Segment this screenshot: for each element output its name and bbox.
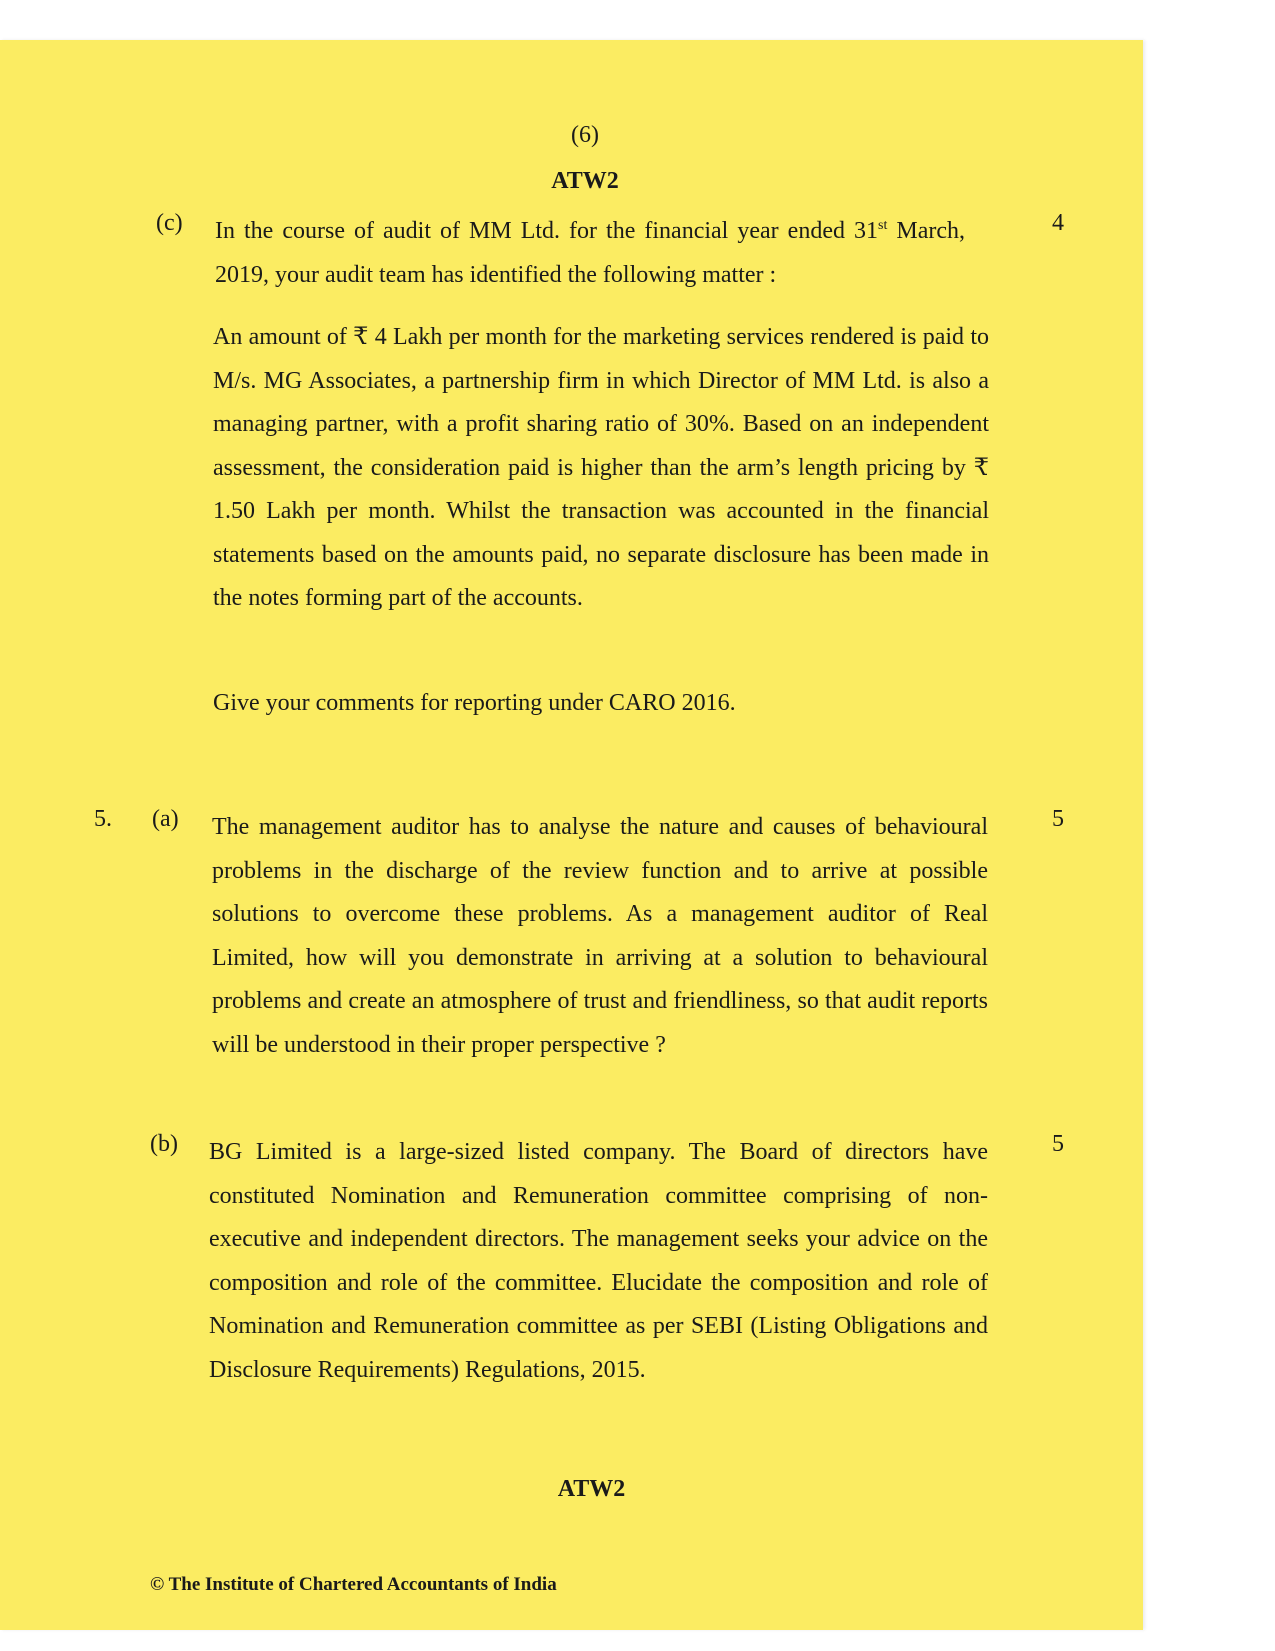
copyright-notice: © The Institute of Chartered Accountants of India [150, 1574, 557, 1595]
question-label-4c: (c) [156, 210, 183, 236]
page-number: (6) [571, 122, 599, 148]
marks-5a: 5 [1052, 806, 1064, 832]
question-label-5b: (b) [150, 1131, 178, 1157]
question-4c-matter: An amount of ₹ 4 Lakh per month for the marketing services rendered is paid to M/s. MG Associates, a partnership firm in which Director of MM Ltd. is also a managing partner, with a profit sharing ratio of 30%. Based on an independent assessment, the consideration paid is higher than the arm’s length pricing by ₹ 1.50 Lakh per month. Whilst the transaction was accounted in the financial statements based on the amounts paid, no separate disclosure has been made in the notes forming part of the accounts. [213, 324, 989, 611]
paper-code-header: ATW2 [551, 168, 619, 194]
paper-code-footer: ATW2 [557, 1476, 626, 1502]
question-number-5: 5. [94, 806, 112, 832]
question-4c-intro-end: March, 2019, your audit team has identified the following matter : [215, 218, 965, 288]
ordinal-suffix: st [878, 218, 888, 233]
question-5b-text: BG Limited is a large-sized listed company. The Board of directors have constituted Nomination and Remuneration committee comprising of non-executive and independent directors. The management seeks your advice on the composition and role of the committee. Elucidate the composition and role of Nomination and Remuneration committee as per SEBI (Listing Obligations and Disclosure Requirements) Regulations, 2015. [209, 1139, 988, 1383]
marks-4c: 4 [1052, 210, 1064, 236]
question-label-5a: (a) [152, 806, 179, 832]
marks-5b: 5 [1052, 1131, 1064, 1157]
question-5a-text: The management auditor has to analyse the nature and causes of behavioural problems in the discharge of the review function and to arrive at possible solutions to overcome these problems. As a management auditor of Real Limited, how will you demonstrate in arriving at a solution to behavioural problems and create an atmosphere of trust and friendliness, so that audit reports will be understood in their proper perspective ? [212, 814, 988, 1058]
question-4c-instruction: Give your comments for reporting under CARO 2016. [213, 690, 736, 716]
question-4c-intro-start: In the course of audit of MM Ltd. for the financial year ended 31 [215, 218, 878, 244]
question-4c-intro [215, 210, 965, 297]
